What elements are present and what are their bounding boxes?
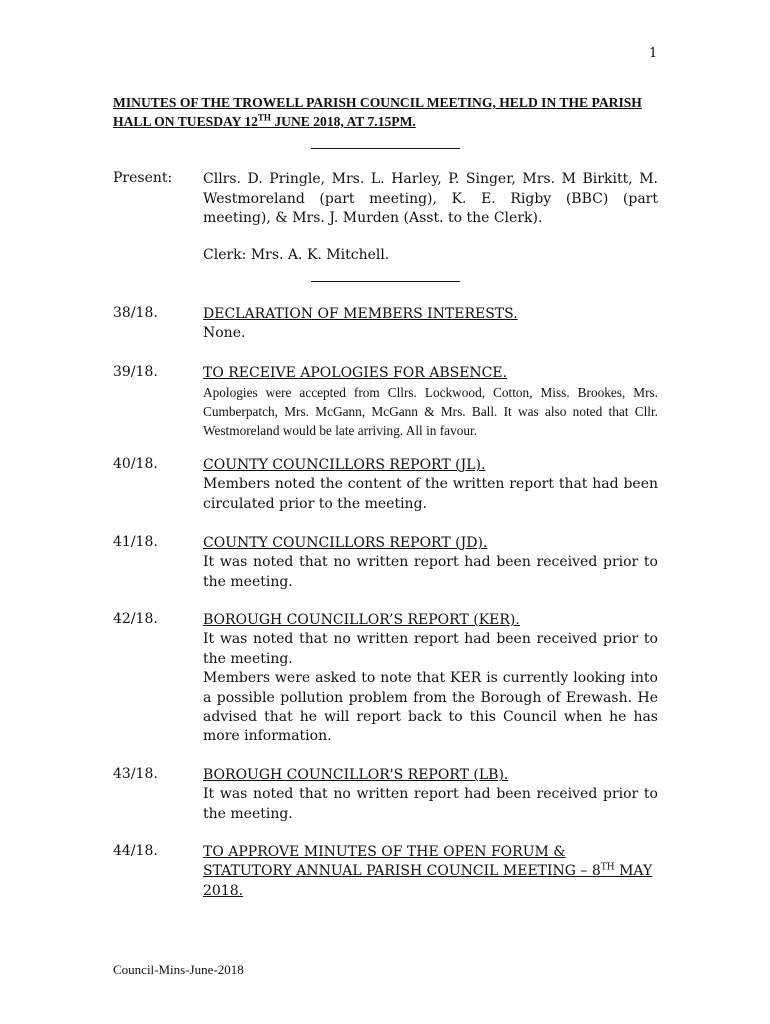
item-body: None. <box>203 325 246 342</box>
document-footer: Council-Mins-June-2018 <box>113 962 244 977</box>
item-body: It was noted that no written report had been received prior to the meeting. <box>203 786 658 822</box>
item-heading: COUNTY COUNCILLORS REPORT (JD). <box>203 535 488 551</box>
divider <box>311 281 460 282</box>
title-part1: MINUTES OF THE TROWELL PARISH COUNCIL MEETING, HELD IN THE PARISH HALL ON TUESDAY 12 <box>113 95 642 129</box>
item-heading: BOROUGH COUNCILLOR'S REPORT (LB). <box>203 767 509 783</box>
minute-item <box>203 766 658 824</box>
item-body: Members noted the content of the written report that had been circulated prior to the meeting. <box>203 476 658 512</box>
item-heading <box>203 843 658 901</box>
item-heading: DECLARATION OF MEMBERS INTERESTS. <box>203 306 518 322</box>
item-body: Apologies were accepted from Cllrs. Lockwood, Cotton, Miss. Brookes, Mrs. Cumberpatch, Mrs. McGann, McGann & Mrs. Ball. It was also noted that Cllr. Westmoreland would be late arriving. All in favour. <box>203 385 658 439</box>
present-list: Cllrs. D. Pringle, Mrs. L. Harley, P. Singer, Mrs. M Birkitt, M. Westmoreland (part meeting), K. E. Rigby (BBC) (part meeting), & Mrs. J. Murden (Asst. to the Clerk). <box>203 171 658 226</box>
item-body-continued: Members were asked to note that KER is currently looking into a possible pollution problem from the Borough of Erewash. He advised that he will report back to this Council when he has more information. <box>203 670 658 745</box>
item-number: 39/18. <box>113 364 158 380</box>
item-heading: TO RECEIVE APOLOGIES FOR ABSENCE. <box>203 365 508 381</box>
minute-item <box>203 534 658 592</box>
minute-item <box>203 611 658 747</box>
title-superscript: TH <box>257 112 271 123</box>
minute-item <box>203 305 658 344</box>
clerk-line: Clerk: Mrs. A. K. Mitchell. <box>203 247 390 263</box>
item-number: 40/18. <box>113 456 158 472</box>
item-body: It was noted that no written report had been received prior to the meeting. <box>203 631 658 667</box>
title-part2: JUNE 2018, AT 7.15PM. <box>270 114 416 129</box>
item-number: 42/18. <box>113 611 158 627</box>
minute-item <box>203 456 658 514</box>
present-label: Present: <box>113 170 173 186</box>
item-heading-superscript: TH <box>600 862 615 873</box>
item-heading-part1: TO APPROVE MINUTES OF THE OPEN FORUM & STATUTORY ANNUAL PARISH COUNCIL MEETING – 8 <box>203 844 601 880</box>
item-body: It was noted that no written report had been received prior to the meeting. <box>203 554 658 590</box>
minute-item <box>203 364 658 440</box>
item-heading-part2: MAY 2018. <box>203 863 653 899</box>
page-number: 1 <box>649 46 658 61</box>
item-number: 44/18. <box>113 843 158 859</box>
divider <box>311 148 460 149</box>
item-heading: COUNTY COUNCILLORS REPORT (JL). <box>203 457 486 473</box>
item-heading: BOROUGH COUNCILLOR’S REPORT (KER). <box>203 612 520 628</box>
item-number: 41/18. <box>113 534 158 550</box>
minute-item <box>203 843 658 901</box>
page-title <box>113 93 658 131</box>
item-number: 43/18. <box>113 766 158 782</box>
item-number: 38/18. <box>113 305 158 321</box>
